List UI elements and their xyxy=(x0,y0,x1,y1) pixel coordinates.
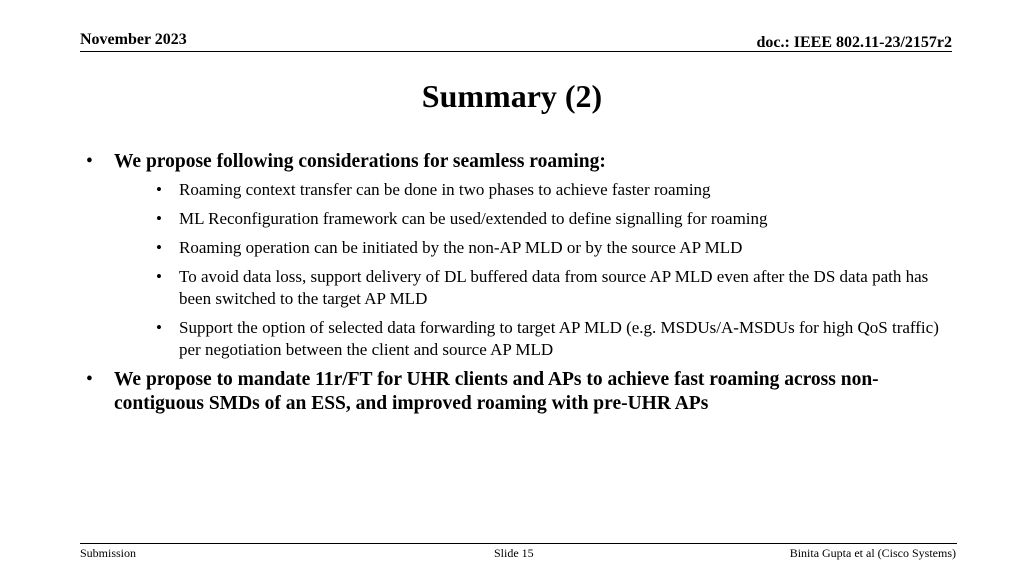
sub-bullet-roaming-initiation xyxy=(114,237,952,259)
header-divider xyxy=(80,51,952,52)
bullet-mandate-11r-ft xyxy=(82,368,952,416)
bullet-dot-icon: • xyxy=(156,238,162,257)
bullet-dot-icon: • xyxy=(156,180,162,199)
bullet-text: We propose following considerations for seamless roaming: xyxy=(114,151,606,172)
bullet-dot-icon: • xyxy=(86,151,93,172)
sub-bullet-ml-reconfiguration xyxy=(114,208,952,230)
footer-divider xyxy=(80,543,957,544)
footer-author: Binita Gupta et al (Cisco Systems) xyxy=(789,546,956,560)
bullet-dot-icon: • xyxy=(156,267,162,286)
footer-submission: Submission xyxy=(80,546,137,560)
sub-bullet-text: Roaming context transfer can be done in two phases to achieve faster roaming xyxy=(179,180,711,199)
slide-content xyxy=(82,150,952,422)
sub-bullet-text: To avoid data loss, support delivery of DL buffered data from source AP MLD even after the DS data path has been switched to the target AP MLD xyxy=(179,267,929,308)
bullet-dot-icon: • xyxy=(156,318,162,337)
bullet-dot-icon: • xyxy=(86,369,93,390)
sub-bullet-text: Support the option of selected data forwarding to target AP MLD (e.g. MSDUs/A-MSDUs for high QoS traffic) per negotiation between the client and source AP MLD xyxy=(179,318,939,359)
footer-slide-number: Slide 15 xyxy=(494,546,534,560)
sub-bullet-data-forwarding xyxy=(114,317,952,361)
bullet-dot-icon: • xyxy=(156,209,162,228)
sub-bullet-dl-buffered-data xyxy=(114,266,952,310)
sub-bullet-list xyxy=(114,179,952,361)
bullet-text: We propose to mandate 11r/FT for UHR clients and APs to achieve fast roaming across non-contiguous SMDs of an ESS, and improved roaming with pre-UHR APs xyxy=(114,369,879,414)
header-date: November 2023 xyxy=(80,31,187,48)
sub-bullet-text: Roaming operation can be initiated by the non-AP MLD or by the source AP MLD xyxy=(179,238,743,257)
header-doc-id: doc.: IEEE 802.11-23/2157r2 xyxy=(756,34,952,51)
sub-bullet-text: ML Reconfiguration framework can be used/extended to define signalling for roaming xyxy=(179,209,768,228)
sub-bullet-context-transfer xyxy=(114,179,952,201)
bullet-considerations xyxy=(82,150,952,361)
slide-title: Summary (2) xyxy=(421,78,603,114)
